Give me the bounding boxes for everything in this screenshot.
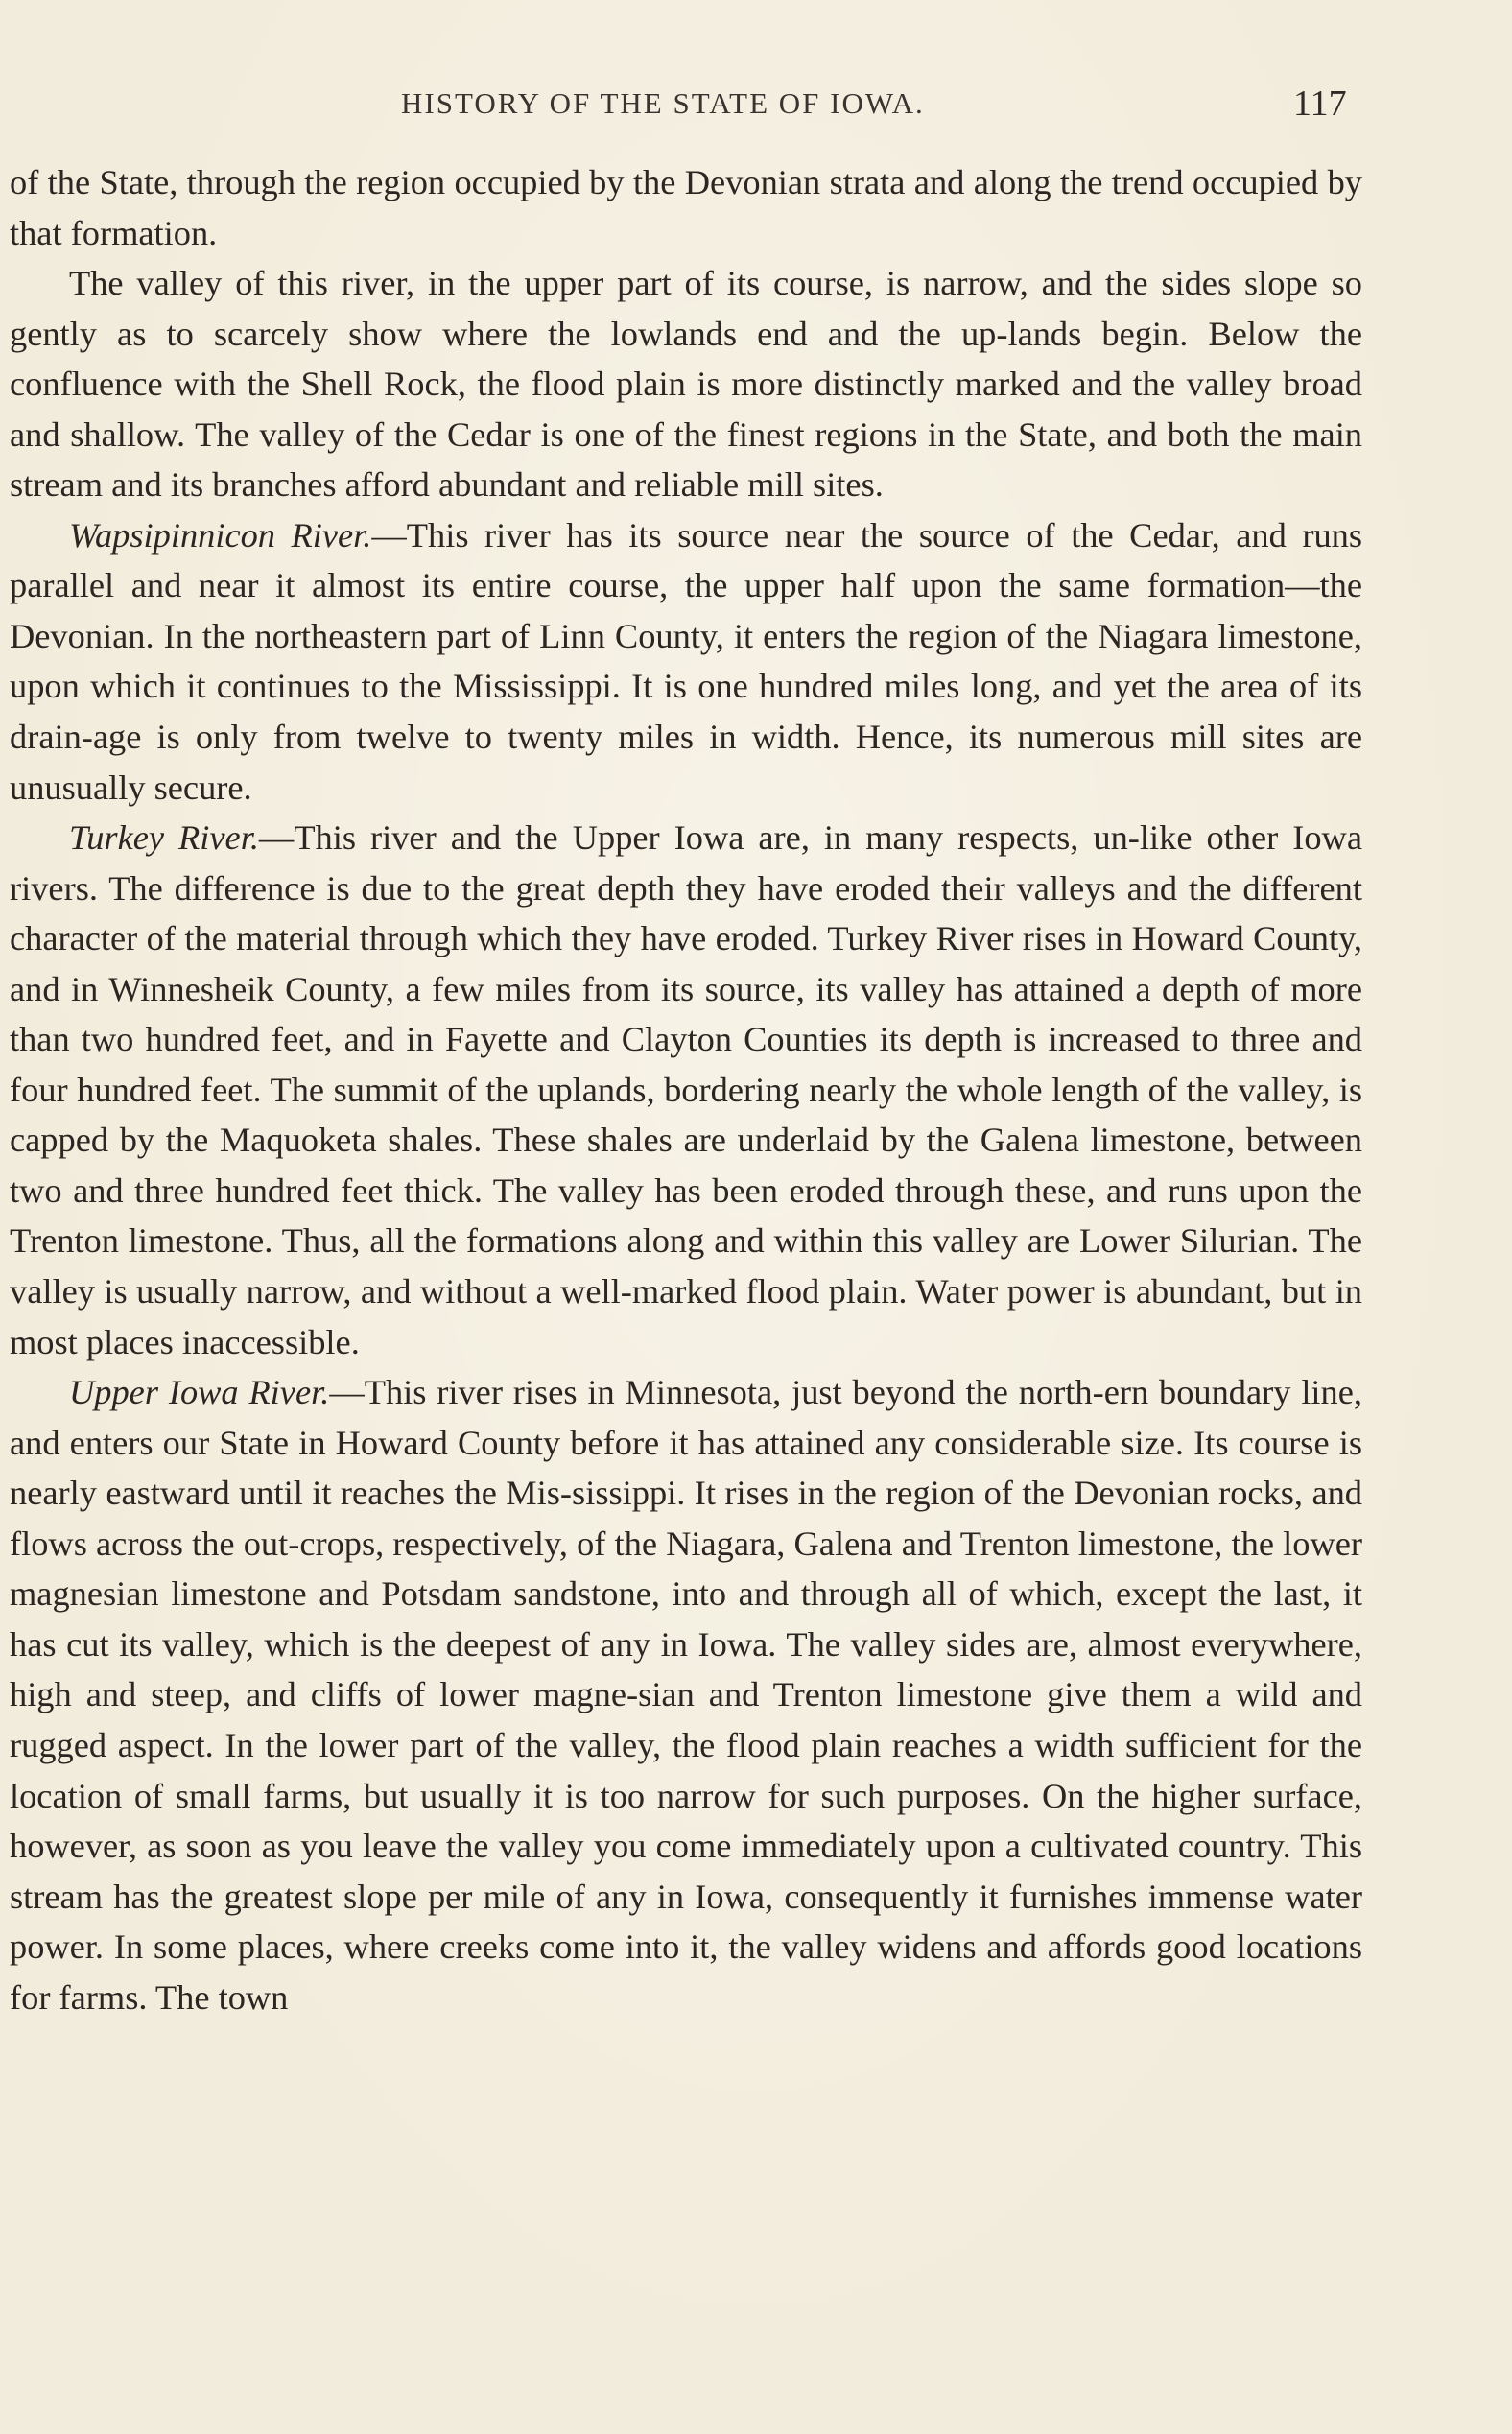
running-head (0, 83, 1362, 130)
paragraph-text: —This river has its source near the source of the Cedar, and runs parallel and near it almost its entire course, the upper half upon the same formation—the Devonian. In the northeastern part of Linn County, it enters the region of the Niagara limestone, upon which it continues to the Mississippi. It is one hundred miles long, and yet the area of its drain-age is only from twelve to twenty miles in width. Hence, its numerous mill sites are unusually secure. (10, 515, 1362, 807)
paragraph-cedar-valley (10, 258, 1362, 510)
paragraph-continuation (10, 157, 1362, 258)
paragraph-text: The valley of this river, in the upper part of its course, is narrow, and the sides slope so gently as to scarcely show where the lowlands end and the up-lands begin. Below the confluence with the Shell Rock, the flood plain is more distinctly marked and the valley broad and shallow. The valley of the Cedar is one of the finest regions in the State, and both the main stream and its branches afford abundant and reliable mill sites. (10, 264, 1362, 505)
paragraph-text: —This river and the Upper Iowa are, in many respects, un-like other Iowa rivers. The difference is due to the great depth they have eroded their valleys and the different character of the material through which they have eroded. Turkey River rises in Howard County, and in Winnesheik County, a few miles from its source, its valley has attained a depth of more than two hundred feet, and in Fayette and Clayton Counties its depth is increased to three and four hundred feet. The summit of the uplands, bordering nearly the whole length of the valley, is capped by the Maquoketa shales. These shales are underlaid by the Galena limestone, between two and three hundred feet thick. The valley has been eroded through these, and runs upon the Trenton limestone. Thus, all the formations along and within this valley are Lower Silurian. The valley is usually narrow, and without a well-marked flood plain. Water power is abundant, but in most places inaccessible. (10, 818, 1362, 1361)
paragraph-upper-iowa (10, 1367, 1362, 2022)
river-heading: Wapsipinnicon River. (69, 515, 372, 555)
river-heading: Turkey River. (69, 818, 259, 858)
paragraph-text: —This river rises in Minnesota, just beyond the north-ern boundary line, and enters our State in Howard County before it has attained any considerable size. Its course is nearly eastward until it reaches the Mis-sissippi. It rises in the region of the Devonian rocks, and flows across the out-crops, respectively, of the Niagara, Galena and Trenton limestone, the lower magnesian limestone and Potsdam sandstone, into and through all of which, except the last, it has cut its valley, which is the deepest of any in Iowa. The valley sides are, almost everywhere, high and steep, and cliffs of lower magne-sian and Trenton limestone give them a wild and rugged aspect. In the lower part of the valley, the flood plain reaches a width sufficient for the location of small farms, but usually it is too narrow for such purposes. On the higher surface, however, as soon as you leave the valley you come immediately upon a cultivated country. This stream has the greatest slope per mile of any in Iowa, consequently it furnishes immense water power. In some places, where creeks come into it, the valley widens and affords good locations for farms. The town (10, 1373, 1362, 2017)
page-number: 117 (1293, 83, 1347, 124)
paragraph-wapsipinnicon (10, 510, 1362, 813)
running-title: HISTORY OF THE STATE OF IOWA. (401, 86, 925, 120)
river-heading: Upper Iowa River. (69, 1373, 330, 1412)
paragraph-turkey-river (10, 813, 1362, 1367)
paragraph-text: of the State, through the region occupied by the Devonian strata and along the trend occupied by that formation. (10, 163, 1362, 252)
body-text (10, 157, 1362, 2022)
